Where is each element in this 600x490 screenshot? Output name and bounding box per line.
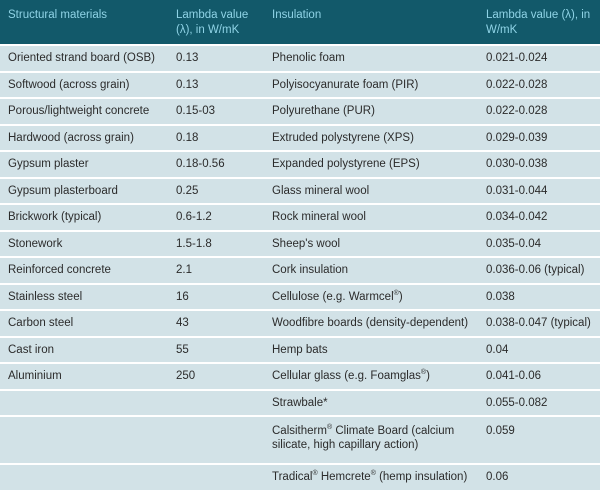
structural-material-cell: Oriented strand board (OSB): [0, 45, 168, 72]
structural-material-cell: [0, 390, 168, 417]
insulation-lambda-cell: 0.041-0.06: [478, 363, 600, 390]
structural-material-cell: Brickwork (typical): [0, 204, 168, 231]
structural-lambda-cell: 0.13: [168, 72, 264, 99]
insulation-material-cell: [264, 416, 478, 464]
insulation-material-cell: Polyisocyanurate foam (PIR): [264, 72, 478, 99]
table-row: [0, 416, 600, 464]
structural-lambda-cell: 16: [168, 284, 264, 311]
insulation-name: Calsitherm: [272, 425, 327, 437]
structural-lambda-cell: 2.1: [168, 257, 264, 284]
table-row: [0, 257, 600, 284]
structural-lambda-cell: 55: [168, 337, 264, 364]
insulation-material-cell: [264, 464, 478, 490]
table-row: [0, 72, 600, 99]
insulation-material-cell: Woodfibre boards (density-dependent): [264, 310, 478, 337]
header-lambda-value-structural: Lambda value (λ), in W/mK: [168, 0, 264, 45]
insulation-lambda-cell: 0.021-0.024: [478, 45, 600, 72]
table-row: [0, 464, 600, 490]
structural-lambda-cell: 0.6-1.2: [168, 204, 264, 231]
structural-lambda-cell: 1.5-1.8: [168, 231, 264, 258]
table-row: [0, 204, 600, 231]
insulation-lambda-cell: 0.022-0.028: [478, 98, 600, 125]
insulation-lambda-cell: 0.022-0.028: [478, 72, 600, 99]
structural-material-cell: Hardwood (across grain): [0, 125, 168, 152]
insulation-lambda-cell: 0.04: [478, 337, 600, 364]
insulation-lambda-cell: 0.055-0.082: [478, 390, 600, 417]
structural-material-cell: Stainless steel: [0, 284, 168, 311]
structural-lambda-cell: 250: [168, 363, 264, 390]
table-row: [0, 151, 600, 178]
registered-mark: ®: [312, 470, 318, 478]
insulation-material-cell: Hemp bats: [264, 337, 478, 364]
table-row: [0, 98, 600, 125]
registered-mark: ®: [393, 289, 399, 297]
structural-material-cell: Reinforced concrete: [0, 257, 168, 284]
header-lambda-value-insulation: Lambda value (λ), in W/mK: [478, 0, 600, 45]
insulation-lambda-cell: 0.035-0.04: [478, 231, 600, 258]
structural-lambda-cell: 43: [168, 310, 264, 337]
insulation-lambda-cell: 0.036-0.06 (typical): [478, 257, 600, 284]
table-row: [0, 125, 600, 152]
insulation-name-suffix: ): [398, 290, 403, 303]
table-row: [0, 363, 600, 390]
structural-material-cell: Porous/lightweight concrete: [0, 98, 168, 125]
header-insulation: Insulation: [264, 0, 478, 45]
structural-lambda-cell: [168, 416, 264, 464]
table-row: [0, 310, 600, 337]
insulation-material-cell: [264, 284, 478, 311]
insulation-name-suffix: (hemp insulation): [375, 471, 468, 484]
insulation-name: Cellulose (e.g. Warmcel: [272, 290, 394, 303]
table-row: [0, 231, 600, 258]
structural-material-cell: [0, 416, 168, 464]
insulation-name-suffix: Hemcrete: [317, 471, 371, 484]
insulation-material-cell: Glass mineral wool: [264, 178, 478, 205]
insulation-lambda-cell: 0.031-0.044: [478, 178, 600, 205]
table-row: [0, 390, 600, 417]
structural-material-cell: Carbon steel: [0, 310, 168, 337]
table-row: [0, 45, 600, 72]
table-row: [0, 337, 600, 364]
insulation-lambda-cell: 0.059: [478, 416, 600, 464]
insulation-material-cell: Extruded polystyrene (XPS): [264, 125, 478, 152]
insulation-material-cell: [264, 363, 478, 390]
header-structural-materials: Structural materials: [0, 0, 168, 45]
table-row: [0, 284, 600, 311]
insulation-material-cell: Polyurethane (PUR): [264, 98, 478, 125]
structural-material-cell: Gypsum plaster: [0, 151, 168, 178]
insulation-material-cell: Rock mineral wool: [264, 204, 478, 231]
structural-lambda-cell: 0.15-03: [168, 98, 264, 125]
structural-material-cell: Aluminium: [0, 363, 168, 390]
table-body: [0, 45, 600, 490]
structural-material-cell: [0, 464, 168, 490]
insulation-material-cell: Strawbale*: [264, 390, 478, 417]
insulation-lambda-cell: 0.029-0.039: [478, 125, 600, 152]
structural-lambda-cell: 0.18: [168, 125, 264, 152]
insulation-material-cell: Sheep's wool: [264, 231, 478, 258]
insulation-name-suffix: Climate Board (calcium silicate, high capillary action): [272, 425, 455, 451]
structural-lambda-cell: 0.25: [168, 178, 264, 205]
insulation-lambda-cell: 0.034-0.042: [478, 204, 600, 231]
structural-lambda-cell: [168, 464, 264, 490]
insulation-name: Cellular glass (e.g. Foamglas: [272, 370, 421, 383]
insulation-lambda-cell: 0.06: [478, 464, 600, 490]
insulation-name: Tradical: [272, 471, 313, 484]
insulation-name-suffix: ): [426, 370, 430, 383]
table-header: [0, 0, 600, 45]
insulation-lambda-cell: 0.038-0.047 (typical): [478, 310, 600, 337]
table-row: [0, 178, 600, 205]
insulation-lambda-cell: 0.038: [478, 284, 600, 311]
insulation-material-cell: Phenolic foam: [264, 45, 478, 72]
insulation-material-cell: Cork insulation: [264, 257, 478, 284]
insulation-material-cell: Expanded polystyrene (EPS): [264, 151, 478, 178]
structural-lambda-cell: [168, 390, 264, 417]
structural-lambda-cell: 0.13: [168, 45, 264, 72]
registered-mark: ®: [326, 424, 333, 432]
structural-material-cell: Cast iron: [0, 337, 168, 364]
header-row: [0, 0, 600, 45]
structural-material-cell: Softwood (across grain): [0, 72, 168, 99]
structural-lambda-cell: 0.18-0.56: [168, 151, 264, 178]
insulation-lambda-cell: 0.030-0.038: [478, 151, 600, 178]
structural-material-cell: Stonework: [0, 231, 168, 258]
registered-mark: ®: [370, 470, 376, 478]
registered-mark: ®: [420, 369, 427, 377]
structural-material-cell: Gypsum plasterboard: [0, 178, 168, 205]
